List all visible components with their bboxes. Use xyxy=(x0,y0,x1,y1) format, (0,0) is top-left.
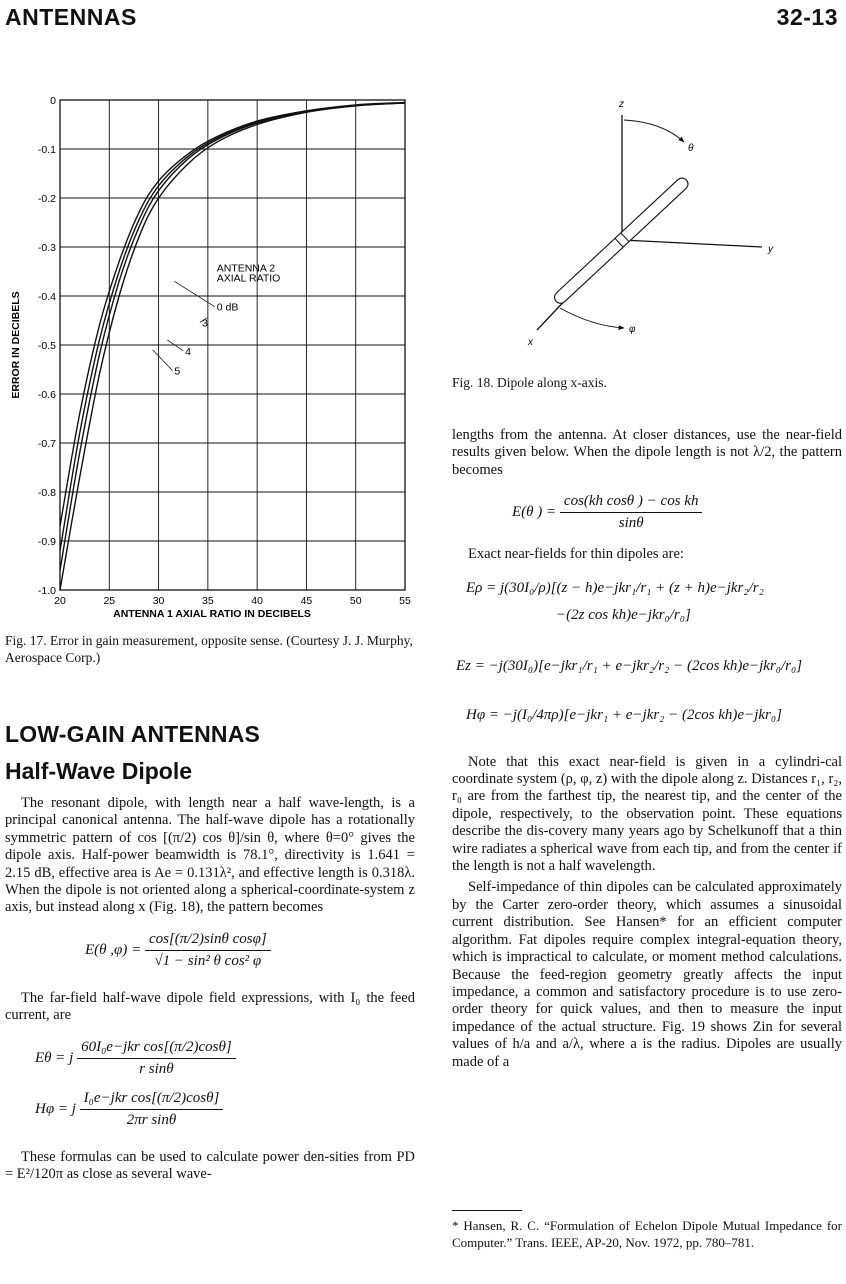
footnote-rule xyxy=(452,1210,522,1211)
phi-arc xyxy=(560,308,624,328)
y-axis xyxy=(622,240,762,247)
equation-e-theta xyxy=(35,1039,415,1078)
subsection-title: Half-Wave Dipole xyxy=(5,758,193,784)
y-tick-label: -0.2 xyxy=(37,193,56,205)
equation-e-z: Ez = −j(30I₀)[e−jkr₁/r₁ + e−jkr₂/r₂ − (2cos kh)e−jkr₀/r₀] xyxy=(456,657,803,674)
eq-numerator: cos(kh cosθ ) − cos kh xyxy=(560,493,703,513)
paragraph-self-impedance: Self-impedance of thin dipoles can be calculated approximately by the Carter zero-order theory, which assumes a sinusoidal current distribution. See Hansen* for an efficient computer algorithm. Fat dipoles require complex integral-equation theory, which is impractical to calculate, or moment method calculations. Because the feed-region geometry greatly affects the input impedance, a common and satisfactory procedure is to use zero-order theory for quick values, and then to measure the input impedance of the actual structure. Fig. 19 shows Zin for several values of h/a and a/λ, where a is the radius. Dipoles are usually made of a xyxy=(452,879,842,1070)
y-tick-label: 0 xyxy=(50,95,56,107)
right-column xyxy=(452,90,842,1071)
eq-denominator: sinθ xyxy=(618,515,644,532)
x-tick-label: 35 xyxy=(202,595,214,607)
x-tick-label: 45 xyxy=(300,595,313,607)
equation-h-phi-near: Hφ = −j(I₀/4πρ)[e−jkr₁ + e−jkr₂ − (2cos kh)e−jkr₀] xyxy=(466,706,782,723)
y-tick-label: -0.9 xyxy=(37,536,56,548)
eq-numerator: 60I₀e−jkr cos[(π/2)cosθ] xyxy=(77,1039,236,1059)
series-label: 4 xyxy=(185,345,192,358)
y-tick-label: -0.1 xyxy=(37,144,56,156)
series-curve-2 xyxy=(60,103,405,551)
y-tick-label: -0.4 xyxy=(37,291,56,303)
equation-pattern-length xyxy=(512,493,842,532)
series-leader-0 xyxy=(174,281,214,306)
paragraph-far-field: The far-field half-wave dipole field expressions, with I₀ the feed current, are xyxy=(5,989,415,1024)
theta-label: θ xyxy=(688,143,694,154)
y-tick-label: -0.5 xyxy=(37,340,56,352)
section-title: LOW-GAIN ANTENNAS xyxy=(5,721,261,747)
equation-e-rho-line1: Eρ = j(30I₀/ρ)[(z − h)e−jkr₁/r₁ + (z + h)e−jkr₂/r₂ xyxy=(466,579,764,596)
x-tick-label: 50 xyxy=(349,595,362,607)
x-label: x xyxy=(528,337,533,348)
series-label: 0 dB xyxy=(216,301,239,314)
paragraph-near-field-intro: lengths from the antenna. At closer distances, use the near-field results given below. When the dipole length is not λ/2, the pattern becomes xyxy=(452,427,842,478)
eq-denominator: √1 − sin² θ cos² φ xyxy=(154,952,262,969)
dipole-rod xyxy=(552,176,690,306)
eq-lhs: Hφ = j xyxy=(35,1100,76,1117)
x-tick-label: 55 xyxy=(399,595,411,607)
series-label: 3 xyxy=(201,317,208,330)
eq-denominator: 2πr sinθ xyxy=(126,1111,177,1128)
annotation-title-line1: ANTENNA 2 xyxy=(216,262,276,275)
equation-e-rho-line2: −(2z cos kh)e−jkr₀/r₀] xyxy=(556,606,691,623)
running-header-section: ANTENNAS xyxy=(5,4,137,30)
fig17-caption: Fig. 17. Error in gain measurement, opposite sense. (Courtesy J. J. Murphy, Aerospace Corp.) xyxy=(5,633,413,665)
x-tick-label: 40 xyxy=(251,595,263,607)
fig18-caption: Fig. 18. Dipole along x-axis. xyxy=(452,375,607,390)
series-curve-1 xyxy=(60,103,405,571)
fig17-xlabel: ANTENNA 1 AXIAL RATIO IN DECIBELS xyxy=(113,608,311,620)
series-curve-3 xyxy=(60,102,405,526)
paragraph-cylindrical-coords: Note that this exact near-field is given in a cylindri-cal coordinate system (ρ, φ, z) with the dipole along z. Distances r₁, r₂, r₀ are from the farthest tip, the nearest tip, and the center of the dipole, respectively, to the observation point. These equations describe the dis-covery many years ago by Schelkunoff that a thin wire radiates a spherical wave from each tip, and from the center if the length is not a half wavelength. xyxy=(452,753,842,875)
paragraph-exact-near-fields: Exact near-fields for thin dipoles are: xyxy=(468,546,684,563)
y-tick-label: -0.8 xyxy=(37,487,56,499)
eq-lhs: E(θ ) = xyxy=(512,504,557,521)
y-label: y xyxy=(768,244,773,255)
equation-h-phi xyxy=(35,1090,415,1129)
left-column xyxy=(5,90,415,1183)
x-tick-label: 20 xyxy=(54,595,66,607)
y-tick-label: -0.6 xyxy=(37,389,56,401)
x-tick-label: 30 xyxy=(152,595,165,607)
y-tick-label: -1.0 xyxy=(37,585,56,597)
x-tick-label: 25 xyxy=(103,595,116,607)
eq-lhs: E(θ ,φ) = xyxy=(85,941,142,958)
y-tick-label: -0.3 xyxy=(37,242,56,254)
eq-numerator: cos[(π/2)sinθ cosφ] xyxy=(145,931,271,951)
z-label: z xyxy=(619,99,624,110)
eq-denominator: r sinθ xyxy=(139,1060,174,1077)
page-number: 32-13 xyxy=(776,4,838,30)
footnote: * Hansen, R. C. “Formulation of Echelon Dipole Mutual Impedance for Computer.” Trans. IEEE, AP-20, Nov. 1972, pp. 780–781. xyxy=(452,1218,842,1250)
series-curve-0 xyxy=(60,103,405,590)
theta-arc xyxy=(624,120,684,142)
phi-label: φ xyxy=(629,324,636,335)
fig17-chart xyxy=(5,90,415,620)
equation-pattern-x xyxy=(85,931,415,970)
series-leader-3 xyxy=(153,350,173,371)
annotation-title-line2: AXIAL RATIO xyxy=(216,272,281,285)
paragraph-dipole-intro: The resonant dipole, with length near a half wave-length, is a principal canonical antenna. The half-wave dipole has a rotationally symmetric pattern of cos [(π/2) cos θ]/sin θ, where θ=0° gives the dipole axis. Half-power beamwidth is 78.1°, directivity is 1.641 = 2.15 dB, effective area is Ae = 0.131λ², and effective length is 0.318λ. When the dipole is not oriented along a spherical-coordinate-system z axis, but instead along x (Fig. 18), the pattern becomes xyxy=(5,795,415,916)
eq-numerator: I₀e−jkr cos[(π/2)cosθ] xyxy=(80,1090,224,1110)
y-tick-label: -0.7 xyxy=(37,438,56,450)
series-leader-2 xyxy=(167,340,183,351)
fig17-ylabel: ERROR IN DECIBELS xyxy=(10,291,22,399)
eq-lhs: Eθ = j xyxy=(35,1049,74,1066)
paragraph-power-density: These formulas can be used to calculate power den-sities from PD = E²/120π as close as several wave- xyxy=(5,1148,415,1183)
fig18-diagram xyxy=(452,90,842,370)
series-label: 5 xyxy=(174,365,181,378)
